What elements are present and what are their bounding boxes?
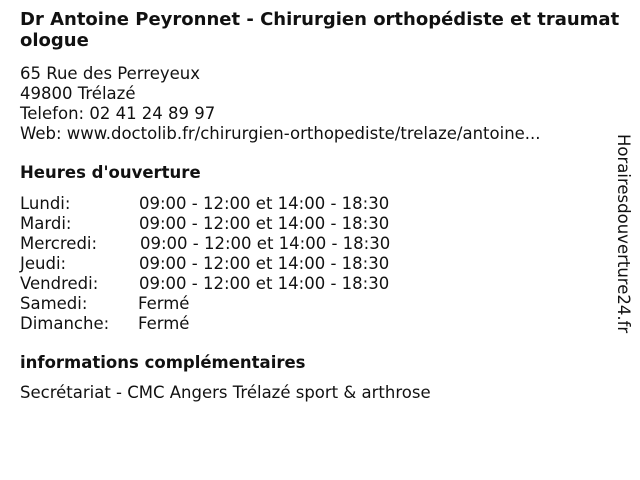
hours-day-label: Lundi: <box>20 194 71 213</box>
hours-day-label: Mercredi: <box>20 234 98 253</box>
hours-time-value: 09:00 - 12:00 et 14:00 - 18:30 <box>139 274 390 293</box>
phone-number: Telefon: 02 41 24 89 97 <box>20 104 216 123</box>
hours-time-value: 09:00 - 12:00 et 14:00 - 18:30 <box>139 194 390 213</box>
hours-time-value: 09:00 - 12:00 et 14:00 - 18:30 <box>140 234 391 253</box>
hours-day-label: Vendredi: <box>20 274 99 293</box>
opening-hours-heading: Heures d'ouverture <box>20 163 201 182</box>
hours-day-label: Jeudi: <box>20 254 67 273</box>
hours-day-label: Samedi: <box>20 294 88 313</box>
website-link[interactable]: Web: www.doctolib.fr/chirurgien-orthopediste/trelaze/antoine... <box>20 124 541 143</box>
hours-time-value: 09:00 - 12:00 et 14:00 - 18:30 <box>139 214 390 233</box>
contact-block <box>20 64 541 144</box>
city-address: 49800 Trélazé <box>20 84 136 103</box>
hours-time-value: 09:00 - 12:00 et 14:00 - 18:30 <box>139 254 390 273</box>
additional-info-text: Secrétariat - CMC Angers Trélazé sport & arthrose <box>20 383 431 402</box>
street-address: 65 Rue des Perreyeux <box>20 64 201 83</box>
additional-info-heading: informations complémentaires <box>20 353 306 372</box>
hours-time-value: Fermé <box>138 314 190 333</box>
site-watermark: Horairesdouverture24.fr <box>614 134 633 334</box>
hours-day-label: Dimanche: <box>20 314 110 333</box>
hours-day-label: Mardi: <box>20 214 72 233</box>
hours-time-value: Fermé <box>138 294 190 313</box>
page-title: Dr Antoine Peyronnet - Chirurgien orthopédiste et traumatologue <box>20 9 620 51</box>
